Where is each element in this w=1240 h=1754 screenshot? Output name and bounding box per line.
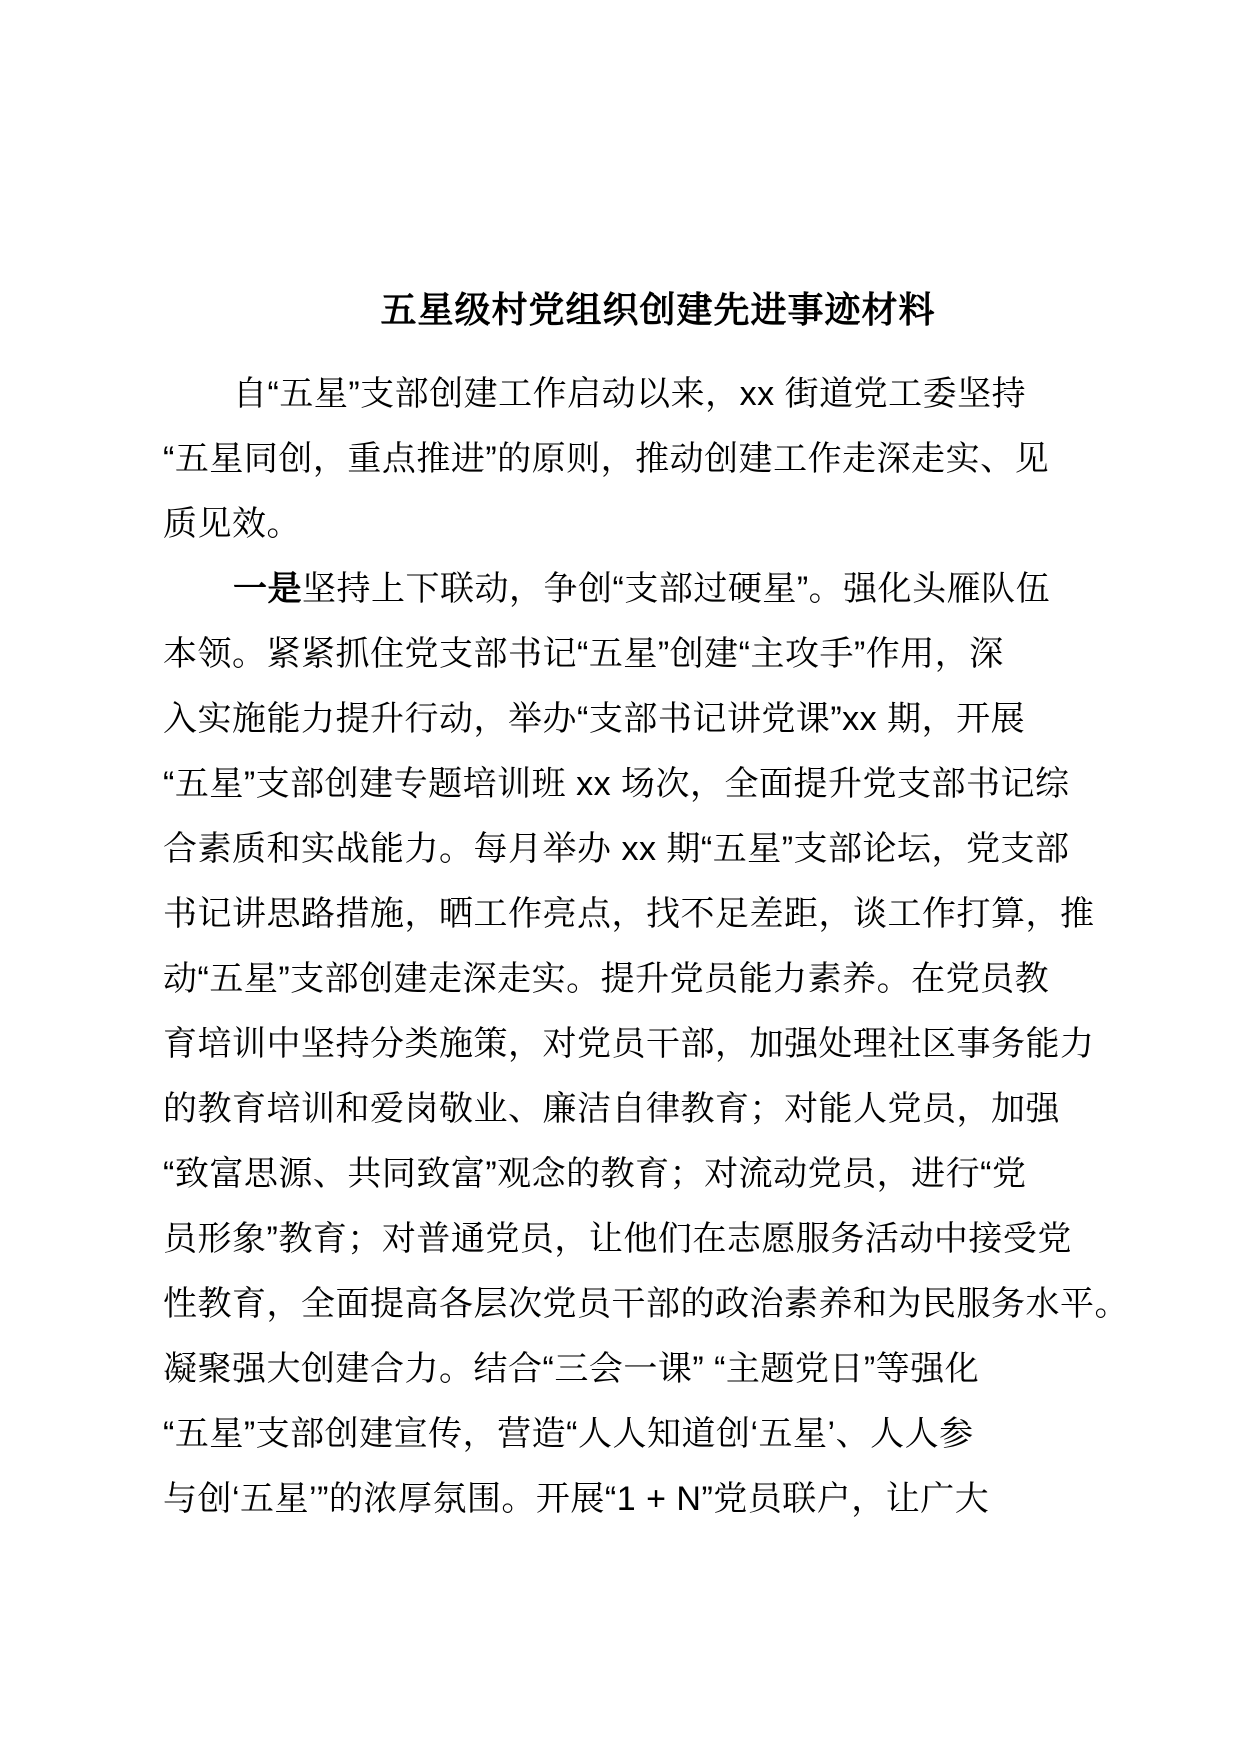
text-line — [163, 1402, 1173, 1467]
text-line — [163, 1012, 1173, 1077]
paragraph-text: 育培训中坚持分类施策，对党员干部，加强处理社区事务能力 — [163, 1025, 1095, 1063]
text-line — [163, 1467, 1173, 1532]
text-line — [163, 1207, 1173, 1272]
paragraph-text: 本领。紧紧抓住党支部书记“五星”创建“主攻手”作用，深 — [163, 635, 1004, 673]
text-line — [163, 752, 1173, 817]
text-line — [163, 1272, 1173, 1337]
paragraph-text: 书记讲思路措施，晒工作亮点，找不足差距，谈工作打算，推 — [163, 895, 1095, 933]
paragraph-text: 入实施能力提升行动，举办“支部书记讲党课”xx 期，开展 — [163, 700, 1026, 738]
paragraph-text: 自“五星”支部创建工作启动以来，xx 街道党工委坚持 — [233, 375, 1027, 413]
document-title: 五星级村党组织创建先进事迹材料 — [380, 289, 936, 330]
document-body — [163, 362, 1173, 1532]
text-line — [163, 362, 1173, 427]
text-line — [163, 1077, 1173, 1142]
paragraph-text: 质见效。 — [163, 505, 301, 543]
paragraph-text: 动“五星”支部创建走深走实。提升党员能力素养。在党员教 — [163, 960, 1050, 998]
text-line — [163, 687, 1173, 752]
text-line — [163, 817, 1173, 882]
text-line — [163, 1337, 1173, 1402]
paragraph-text: 凝聚强大创建合力。结合“三会一课” “主题党日”等强化 — [163, 1350, 980, 1388]
paragraph-lead-text: 一是 — [233, 570, 302, 608]
paragraph-text: 坚持上下联动，争创“支部过硬星”。强化头雁队伍 — [302, 570, 1051, 608]
text-line — [163, 947, 1173, 1012]
paragraph-text: “五星同创，重点推进”的原则，推动创建工作走深走实、见 — [163, 440, 1050, 478]
text-line — [163, 557, 1173, 622]
text-line — [163, 427, 1173, 492]
paragraph-text: 性教育，全面提高各层次党员干部的政治素养和为民服务水平。 — [163, 1285, 1129, 1323]
text-line — [163, 882, 1173, 947]
text-line — [163, 1142, 1173, 1207]
paragraph-text: 合素质和实战能力。每月举办 xx 期“五星”支部论坛，党支部 — [163, 830, 1070, 868]
paragraph-text: 与创‘五星’”的浓厚氛围。开展“1 + N”党员联户，让广大 — [163, 1480, 990, 1518]
paragraph-text: “致富思源、共同致富”观念的教育；对流动党员，进行“党 — [163, 1155, 1027, 1193]
text-line — [163, 622, 1173, 687]
paragraph-text: “五星”支部创建宣传，营造“人人知道创‘五星’、人人参 — [163, 1415, 974, 1453]
paragraph-text: “五星”支部创建专题培训班 xx 场次，全面提升党支部书记综 — [163, 765, 1070, 803]
paragraph-text: 的教育培训和爱岗敬业、廉洁自律教育；对能人党员，加强 — [163, 1090, 1060, 1128]
paragraph-text: 员形象”教育；对普通党员，让他们在志愿服务活动中接受党 — [163, 1220, 1072, 1258]
text-line — [163, 492, 1173, 557]
